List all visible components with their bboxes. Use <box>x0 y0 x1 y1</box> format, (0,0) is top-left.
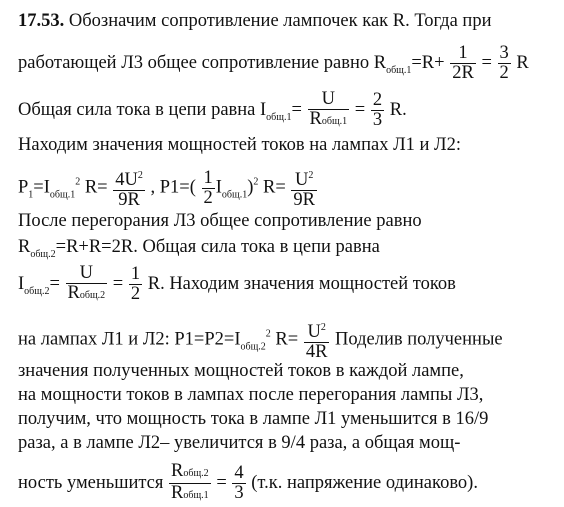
denominator: 9R <box>293 190 316 210</box>
math-text: , P1=( <box>150 177 196 198</box>
line-14 <box>18 462 478 505</box>
line-14-text: ность уменьшится <box>18 472 164 493</box>
numerator: 1 <box>130 264 141 284</box>
subscript: общ.1 <box>386 64 412 76</box>
fraction-2 <box>498 44 511 83</box>
line-14-text-end: (т.к. напряжение одинаково). <box>251 472 478 493</box>
problem-number: 17.53. <box>18 11 65 31</box>
numerator-text: U <box>307 322 321 342</box>
fraction-8 <box>66 264 108 305</box>
denominator <box>66 284 108 305</box>
line-2-text: работающей Л3 общее сопротивление равно R <box>18 52 387 73</box>
subscript: общ.1 <box>321 116 348 127</box>
line-1-text: Обозначим сопротивление лампочек как R. Тогда при <box>68 11 492 31</box>
line-6 <box>18 210 422 232</box>
line-5 <box>18 166 318 210</box>
subscript: общ.2 <box>240 341 266 353</box>
subscript: общ.1 <box>183 490 209 501</box>
line-4-text: Находим значения мощностей токов на лампах Л1 и Л2: <box>18 135 461 155</box>
line-4 <box>18 134 461 156</box>
math-text: I <box>18 273 25 294</box>
subscript: общ.1 <box>221 189 248 201</box>
math-text: R= <box>275 329 299 350</box>
subscript: 1 <box>28 189 34 201</box>
line-11-text: на мощности токов в лампах после перегорания лампы Л3, <box>18 385 484 405</box>
fraction-5 <box>113 166 145 210</box>
line-7-text: =R+R=2R. Общая сила тока в цепи равна <box>55 237 380 257</box>
line-12-text: получим, что мощность тока в лампе Л1 уменьшится в 16/9 <box>18 409 489 429</box>
line-13 <box>18 432 460 454</box>
subscript: общ.1 <box>266 111 292 123</box>
math-text: = <box>291 99 302 120</box>
line-12 <box>18 408 488 430</box>
denominator: 9R <box>118 190 140 210</box>
denominator-text: R <box>171 483 184 503</box>
numerator <box>291 166 317 191</box>
denominator: 3 <box>234 483 244 503</box>
math-text: P <box>18 177 29 198</box>
fraction-12 <box>232 464 245 503</box>
denominator: 2 <box>203 187 213 208</box>
fraction-6 <box>202 169 215 208</box>
line-2 <box>18 44 529 83</box>
superscript: 2 <box>75 176 81 188</box>
line-13-text: раза, а в лампе Л2– увеличится в 9/4 раза, а общая мощ- <box>18 433 461 453</box>
numerator-text: R <box>171 461 184 481</box>
subscript: общ.2 <box>79 290 106 301</box>
fraction-10 <box>304 318 330 362</box>
denominator <box>308 110 350 131</box>
denominator: 2 <box>130 284 141 304</box>
math-text: = <box>112 273 124 294</box>
superscript: 2 <box>308 170 314 181</box>
denominator: 2 <box>499 63 509 83</box>
math-text: = <box>481 52 492 73</box>
line-7 <box>18 236 380 266</box>
math-text: R. <box>389 99 407 120</box>
math-text: = <box>49 273 60 294</box>
numerator-text: U <box>295 170 309 190</box>
fraction-7 <box>291 166 317 210</box>
numerator: 1 <box>203 167 213 188</box>
superscript: 2 <box>137 170 143 181</box>
denominator <box>169 484 211 505</box>
superscript: 2 <box>265 328 271 340</box>
math-text: =I <box>33 177 50 198</box>
numerator: U <box>308 90 350 110</box>
superscript: 2 <box>253 176 259 188</box>
fraction-4 <box>371 91 384 130</box>
math-text: = <box>354 99 366 120</box>
denominator-text: R <box>67 283 80 303</box>
line-9-text-end: Поделив полученные <box>335 329 503 350</box>
denominator: 2R <box>452 63 474 83</box>
superscript: 2 <box>320 322 326 333</box>
numerator <box>169 462 211 484</box>
line-3-text: Общая сила тока в цепи равна I <box>18 99 267 120</box>
line-3 <box>18 90 407 131</box>
math-text: R= <box>263 177 286 198</box>
line-9 <box>18 318 503 362</box>
math-text: R= <box>84 177 108 198</box>
denominator-text: R <box>309 109 322 129</box>
numerator: 2 <box>372 90 383 110</box>
subscript: общ.2 <box>30 249 56 260</box>
line-8-text: R. Находим значения мощностей токов <box>147 273 456 294</box>
math-text: R <box>516 52 529 73</box>
numerator: U <box>66 264 108 284</box>
line-10-text: значения полученных мощностей токов в каждой лампе, <box>18 361 464 381</box>
subscript: общ.1 <box>49 189 76 201</box>
math-text: I <box>215 177 222 198</box>
math-text: ) <box>247 177 254 198</box>
numerator: 3 <box>499 43 509 63</box>
numerator: 4 <box>234 463 244 483</box>
line-8 <box>18 264 456 305</box>
line-11 <box>18 384 483 406</box>
fraction-11 <box>169 462 211 505</box>
denominator: 4R <box>305 342 328 362</box>
denominator: 3 <box>372 110 383 130</box>
numerator: 1 <box>450 44 476 64</box>
line-6-text: После перегорания Л3 общее сопротивление равно <box>18 211 422 231</box>
math-text: = <box>216 472 227 493</box>
subscript: общ.2 <box>24 285 50 297</box>
fraction-9 <box>129 265 142 304</box>
fraction-3 <box>308 90 350 131</box>
line-9-text: на лампах Л1 и Л2: P1=P2=I <box>18 329 241 350</box>
numerator <box>304 318 330 343</box>
fraction-1 <box>450 44 476 83</box>
line-10 <box>18 360 464 382</box>
math-text: =R+ <box>411 52 445 73</box>
numerator-text: 4U <box>115 170 138 190</box>
subscript: общ.2 <box>183 468 209 479</box>
line-1 <box>18 10 491 32</box>
math-text: R <box>18 237 31 257</box>
numerator <box>113 166 145 191</box>
